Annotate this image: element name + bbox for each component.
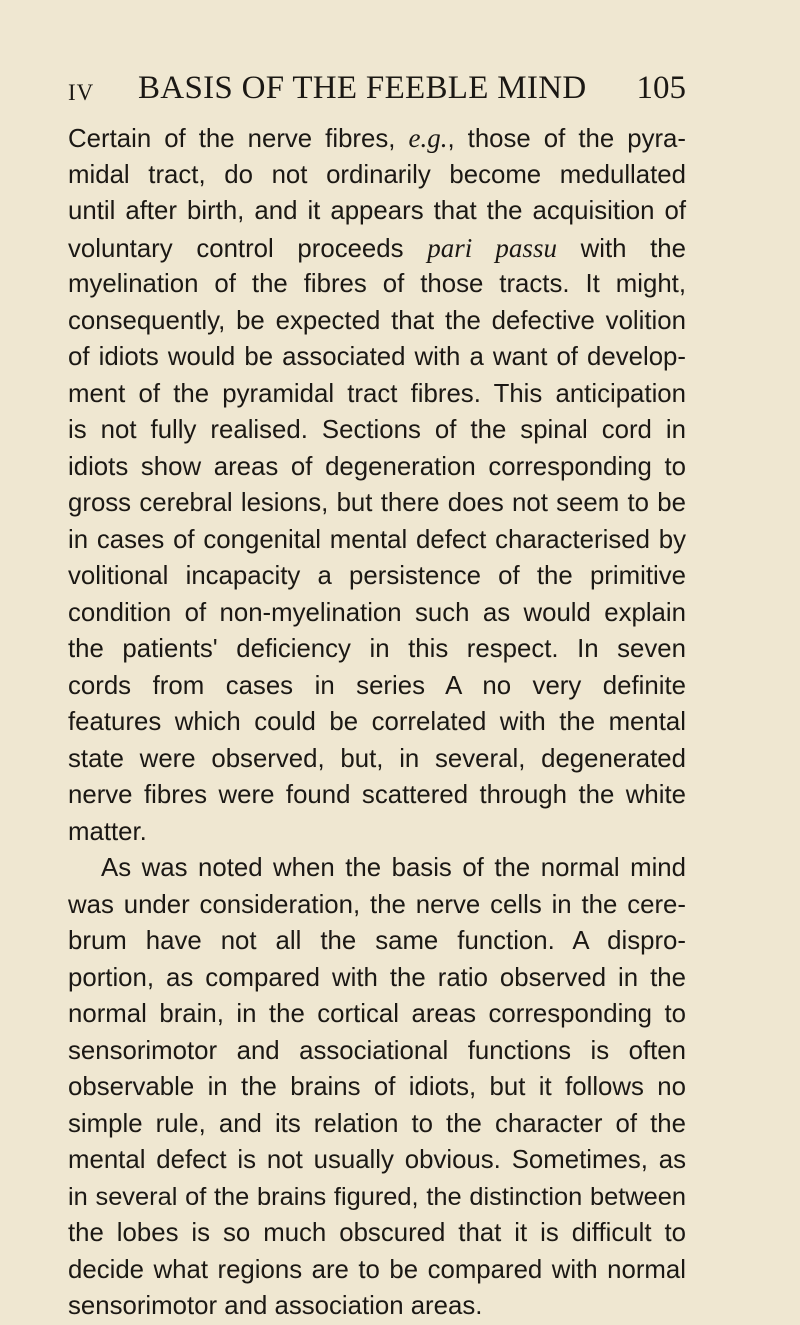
italic-phrase: pari passu — [427, 232, 557, 263]
text-line: nerve fibres were found scattered through the white — [68, 781, 686, 809]
page-number: 105 — [636, 70, 686, 106]
running-header — [68, 70, 686, 114]
text-line: brum have not all the same function. A dispro- — [68, 927, 686, 955]
text-line: midal tract, do not ordinarily become medullated — [68, 160, 686, 189]
text-line: condition of non-myelination such as would explain — [68, 598, 686, 627]
text-line: ment of the pyramidal tract fibres. This anticipation — [68, 379, 686, 408]
text-line: until after birth, and it appears that the acquisition of — [68, 197, 686, 225]
text-line: the lobes is so much obscured that it is difficult to — [68, 1219, 686, 1247]
text-line: features which could be correlated with the mental — [68, 708, 686, 736]
text-line: decide what regions are to be compared with normal — [68, 1255, 686, 1284]
text-line: myelination of the fibres of those tracts. It might, — [68, 270, 686, 298]
text-line: portion, as compared with the ratio observed in the — [68, 963, 686, 992]
text-line: in cases of congenital mental defect characterised by — [68, 525, 686, 554]
text-line: was under consideration, the nerve cells in the cere- — [68, 890, 686, 919]
text-line: simple rule, and its relation to the character of the — [68, 1109, 686, 1138]
text-segment: , those of the pyra- — [447, 125, 686, 153]
text-line: matter. — [68, 817, 147, 846]
text-segment: with the — [556, 234, 686, 263]
text-line — [68, 120, 686, 157]
running-title: BASIS OF THE FEEBLE MIND — [138, 70, 587, 106]
text-line: sensorimotor and associational functions is often — [68, 1036, 686, 1065]
text-line: is not fully realised. Sections of the spinal cord in — [68, 416, 686, 444]
text-line: state were observed, but, in several, degenerated — [68, 744, 686, 773]
text-line: of idiots would be associated with a want of develop- — [68, 343, 686, 371]
text-segment: Certain of the nerve fibres, — [68, 125, 409, 153]
text-line: volitional incapacity a persistence of the primitive — [68, 562, 686, 590]
text-line: sensorimotor and association areas. — [68, 1292, 483, 1320]
text-line: normal brain, in the cortical areas corresponding to — [68, 1000, 686, 1028]
text-line: in several of the brains figured, the distinction between — [68, 1182, 686, 1211]
text-line: observable in the brains of idiots, but it follows no — [68, 1073, 686, 1101]
text-line: gross cerebral lesions, but there does not seem to be — [68, 489, 686, 517]
text-segment: voluntary control proceeds — [68, 234, 428, 263]
text-line: idiots show areas of degeneration corresponding to — [68, 452, 686, 481]
text-line: the patients' deficiency in this respect. In seven — [68, 635, 686, 663]
chapter-number: IV — [68, 80, 95, 105]
text-line: cords from cases in series A no very definite — [68, 671, 686, 700]
text-line: consequently, be expected that the defective volition — [68, 306, 686, 335]
text-line: mental defect is not usually obvious. Sometimes, as — [68, 1146, 686, 1174]
text-line: As was noted when the basis of the normal mind — [101, 854, 686, 882]
text-line — [68, 230, 686, 267]
body-text — [68, 120, 686, 1325]
italic-phrase: e.g. — [408, 123, 448, 153]
